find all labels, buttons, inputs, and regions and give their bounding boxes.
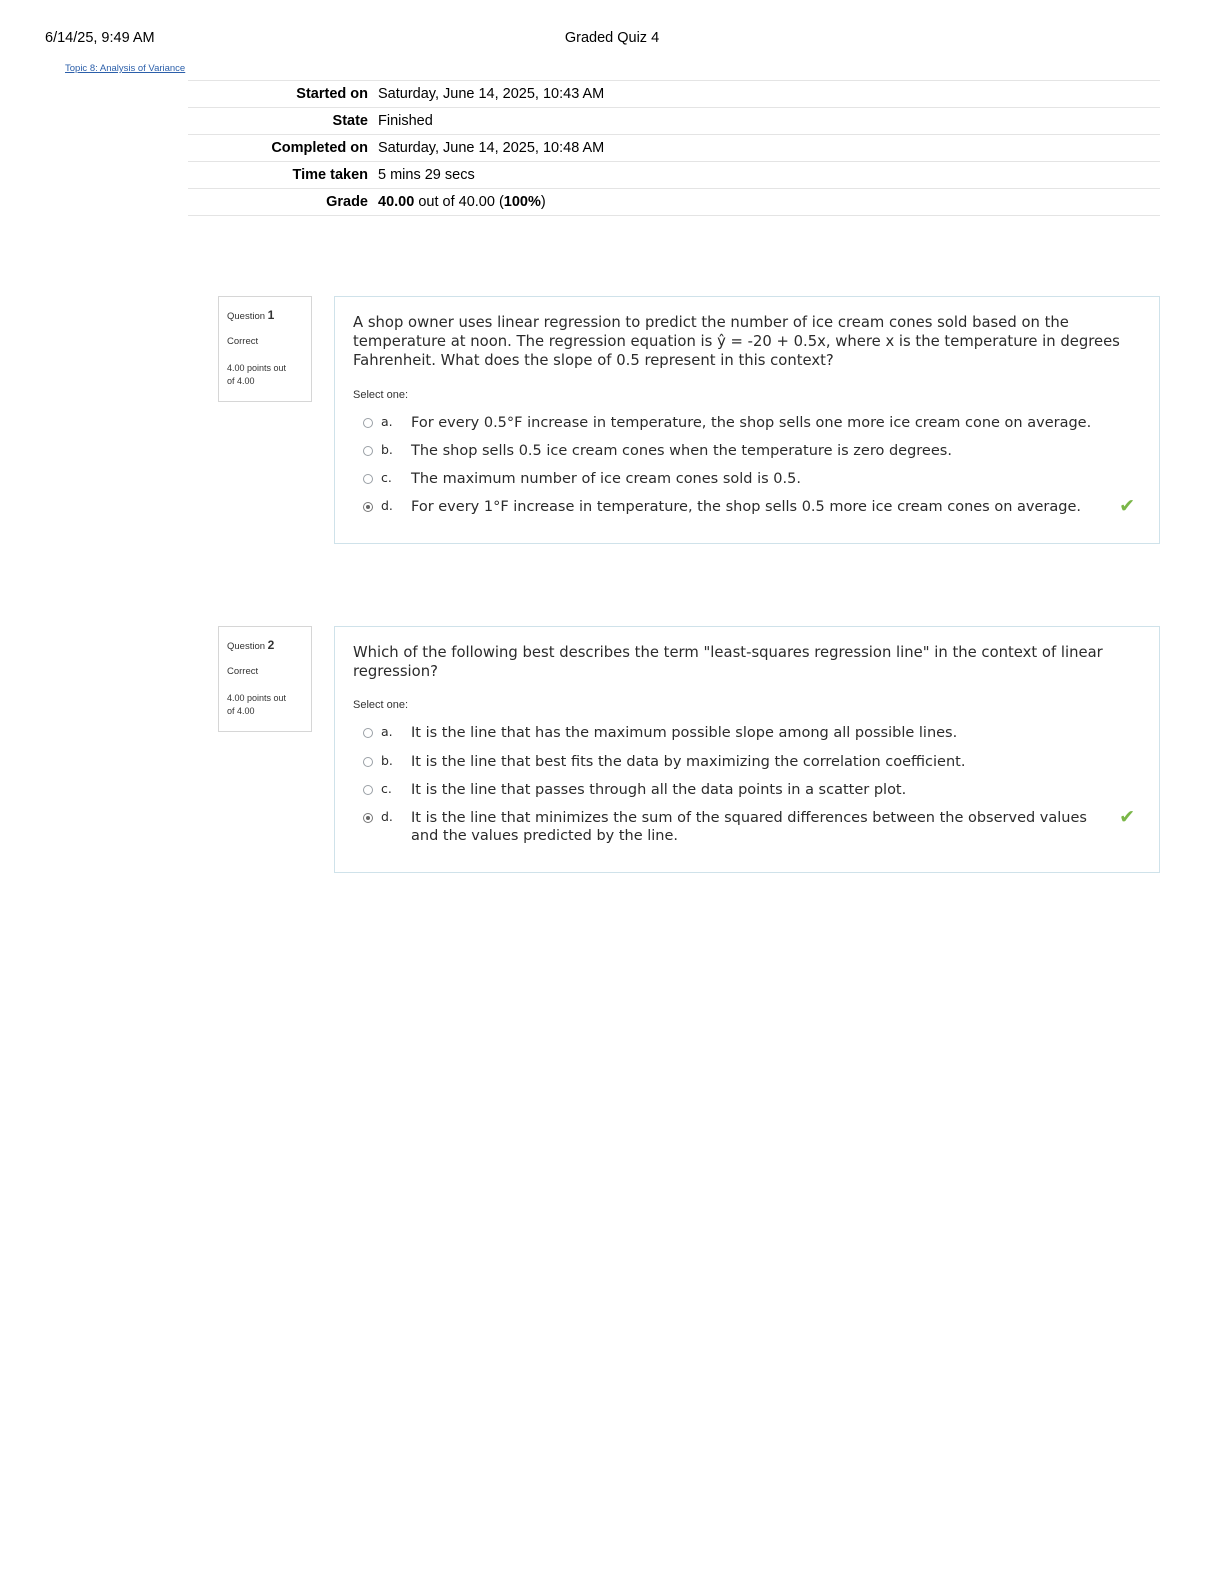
answer-option-1d[interactable]: [353, 493, 1141, 521]
question-info-2: [218, 626, 312, 732]
summary-value-time-taken: 5 mins 29 secs: [378, 167, 475, 183]
radio-icon-2d[interactable]: [363, 813, 373, 823]
answer-letter-2b: b.: [381, 752, 393, 768]
answer-letter-2c: c.: [381, 780, 392, 796]
summary-value-state: Finished: [378, 113, 433, 129]
print-header: [0, 30, 1224, 50]
summary-label-started-on: Started on: [296, 86, 368, 102]
answer-text-1c: The maximum number of ice cream cones sold is 0.5.: [411, 470, 801, 487]
question-word-2: Question: [227, 641, 266, 652]
answer-option-2c[interactable]: [353, 776, 1141, 804]
answer-text-2a: It is the line that has the maximum possible slope among all possible lines.: [411, 725, 958, 742]
summary-label-completed-on: Completed on: [271, 140, 368, 156]
question-marks-line1-1: 4.00 points out: [227, 362, 287, 373]
grade-points: 40.00: [378, 194, 415, 210]
breadcrumb[interactable]: Topic 8: Analysis of Variance: [65, 63, 186, 74]
table-row: [188, 162, 1160, 189]
answer-letter-1d: d.: [381, 498, 393, 514]
radio-icon-1d[interactable]: [363, 502, 373, 512]
answer-letter-1a: a.: [381, 413, 393, 429]
question-number-2: 2: [267, 638, 275, 652]
question-marks-line2-2: of 4.00: [227, 706, 255, 717]
correct-check-icon-1d: ✔: [1119, 495, 1135, 518]
answer-text-2b: It is the line that best fits the data by maximizing the correlation coefficient.: [411, 753, 966, 770]
summary-label-grade: Grade: [326, 194, 368, 210]
table-row: [188, 108, 1160, 135]
summary-value-started-on: Saturday, June 14, 2025, 10:43 AM: [378, 86, 605, 102]
question-info-1: [218, 296, 312, 402]
answer-option-1b[interactable]: [353, 437, 1141, 465]
summary-value-grade: [378, 189, 1160, 216]
select-one-label-1: Select one:: [353, 388, 409, 401]
summary-value-completed-on: Saturday, June 14, 2025, 10:48 AM: [378, 140, 605, 156]
question-number-label-1: [227, 307, 303, 324]
table-row: [188, 189, 1160, 216]
radio-icon-2b[interactable]: [363, 757, 373, 767]
table-row: [188, 135, 1160, 162]
question-marks-2: [227, 692, 303, 719]
print-title: Graded Quiz 4: [564, 30, 660, 46]
question-body-2: [334, 626, 1160, 873]
answer-option-1a[interactable]: [353, 409, 1141, 437]
question-number-1: 1: [267, 308, 275, 322]
grade-middle-text: out of 40.00 (: [414, 194, 504, 210]
question-state-1: Correct: [227, 335, 259, 347]
radio-icon-1a[interactable]: [363, 418, 373, 428]
radio-icon-1b[interactable]: [363, 446, 373, 456]
answer-text-2c: It is the line that passes through all the data points in a scatter plot.: [411, 781, 907, 798]
grade-percent: 100%: [503, 194, 541, 210]
answer-option-2d[interactable]: [353, 804, 1141, 850]
question-number-label-2: [227, 637, 303, 654]
question-marks-1: [227, 362, 303, 389]
question-marks-line2-1: of 4.00: [227, 376, 255, 387]
answer-letter-1b: b.: [381, 441, 393, 457]
table-row: [188, 81, 1160, 108]
print-date: 6/14/25, 9:49 AM: [45, 30, 155, 46]
answer-list-2: [353, 719, 1141, 850]
answer-list-1: [353, 409, 1141, 522]
summary-label-state: State: [332, 113, 368, 129]
answer-text-1a: For every 0.5°F increase in temperature, the shop sells one more ice cream cone on average.: [411, 414, 1092, 431]
radio-icon-1c[interactable]: [363, 474, 373, 484]
question-text-1: A shop owner uses linear regression to predict the number of ice cream cones sold based on the temperature at noon. The regression equation is ŷ = -20 + 0.5x, where x is the temperature in degrees Fahrenheit. What does the slope of 0.5 represent in this context?: [353, 314, 1120, 370]
answer-text-1d: For every 1°F increase in temperature, the shop sells 0.5 more ice cream cones on average.: [411, 499, 1081, 516]
correct-check-icon-2d: ✔: [1119, 805, 1135, 828]
question-body-1: [334, 296, 1160, 544]
answer-text-1b: The shop sells 0.5 ice cream cones when the temperature is zero degrees.: [411, 442, 952, 459]
answer-letter-2d: d.: [381, 808, 393, 824]
answer-option-2b[interactable]: [353, 748, 1141, 776]
question-state-2: Correct: [227, 665, 259, 677]
attempt-summary-table: [188, 80, 1160, 216]
answer-text-2d: It is the line that minimizes the sum of the squared differences between the observed values and the values predicted by the line.: [411, 809, 1087, 844]
question-marks-line1-2: 4.00 points out: [227, 692, 287, 703]
select-one-label-2: Select one:: [353, 699, 409, 712]
question-word-1: Question: [227, 311, 266, 322]
radio-icon-2c[interactable]: [363, 785, 373, 795]
grade-end-text: ): [540, 194, 546, 210]
radio-icon-2a[interactable]: [363, 728, 373, 738]
summary-label-time-taken: Time taken: [292, 167, 368, 183]
answer-option-1c[interactable]: [353, 465, 1141, 493]
answer-letter-2a: a.: [381, 724, 393, 740]
question-text-2: Which of the following best describes the term "least-squares regression line" in the context of linear regression?: [353, 644, 1103, 681]
answer-letter-1c: c.: [381, 469, 392, 485]
answer-option-2a[interactable]: [353, 719, 1141, 747]
